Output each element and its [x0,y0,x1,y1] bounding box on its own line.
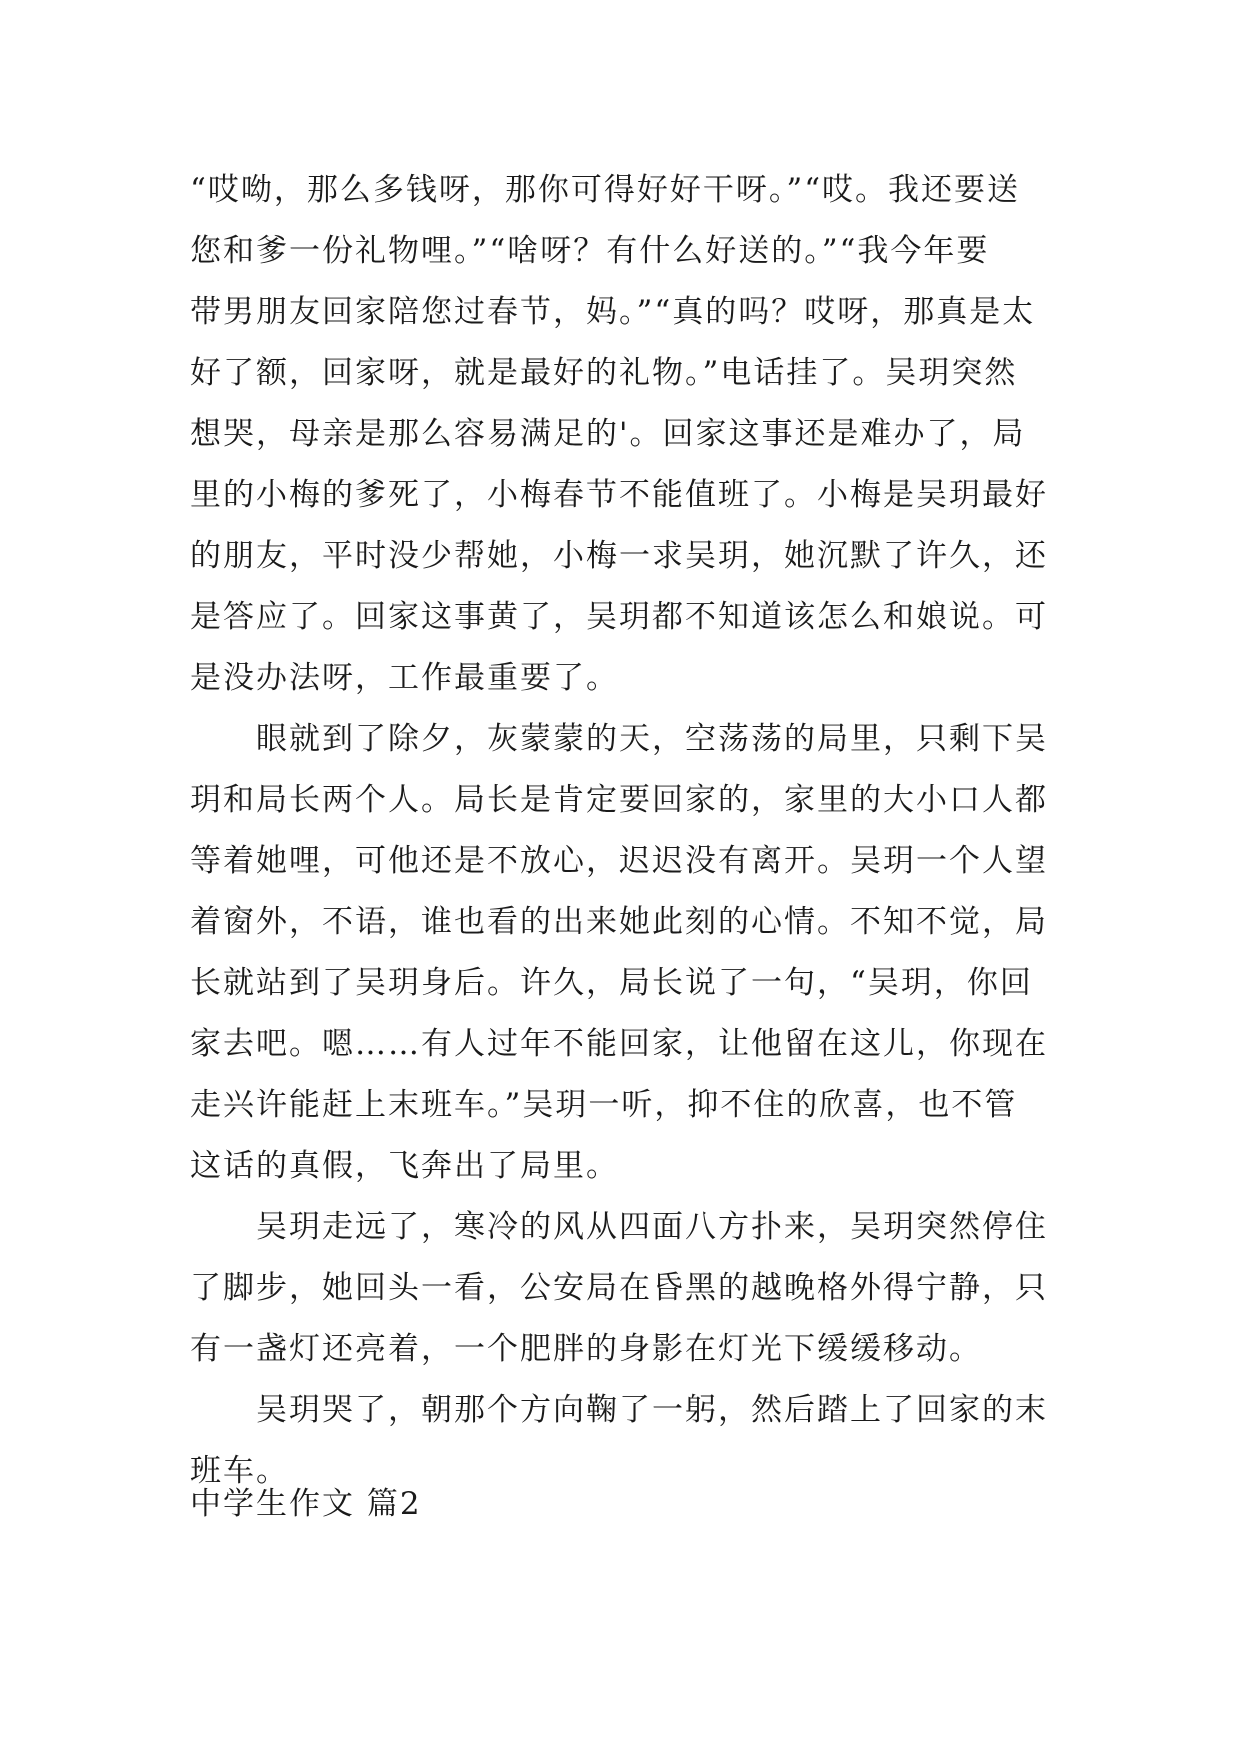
text-line: 的朋友，平时没少帮她，小梅一求吴玥，她沉默了许久，还 [190,538,1048,574]
section-heading: 中学生作文 篇2 [190,1486,422,1522]
text-line-paragraph-start: 眼就到了除夕，灰蒙蒙的天，空荡荡的局里，只剩下吴 [256,721,1048,757]
text-line: 这话的真假，飞奔出了局里。 [190,1148,619,1184]
text-line: 是没办法呀，工作最重要了。 [190,660,619,696]
text-line-paragraph-start: 吴玥走远了，寒冷的风从四面八方扑来，吴玥突然停住 [256,1209,1048,1245]
text-line: 带男朋友回家陪您过春节，妈。”“真的吗？哎呀，那真是太 [190,294,1036,330]
text-line: 您和爹一份礼物哩。”“啥呀？有什么好送的。”“我今年要 [190,233,990,269]
text-line: 走兴许能赶上末班车。”吴玥一听，抑不住的欣喜，也不管 [190,1087,1018,1123]
article-body [190,160,1050,1502]
text-line-paragraph-start: 吴玥哭了，朝那个方向鞠了一躬，然后踏上了回家的末 [256,1392,1048,1428]
text-line: 想哭，母亲是那么容易满足的'。回家这事还是难办了，局 [190,416,1026,452]
text-line: 是答应了。回家这事黄了，吴玥都不知道该怎么和娘说。可 [190,599,1048,635]
text-line: 有一盏灯还亮着，一个肥胖的身影在灯光下缓缓移动。 [190,1331,982,1367]
text-line: 好了额，回家呀，就是最好的礼物。”电话挂了。吴玥突然 [190,355,1018,391]
text-line: 班车。 [190,1453,289,1489]
text-line: 玥和局长两个人。局长是肯定要回家的，家里的大小口人都 [190,782,1048,818]
text-line: 等着她哩，可他还是不放心，迟迟没有离开。吴玥一个人望 [190,843,1048,879]
text-line: 了脚步，她回头一看，公安局在昏黑的越晚格外得宁静，只 [190,1270,1048,1306]
text-line: 里的小梅的爹死了，小梅春节不能值班了。小梅是吴玥最好 [190,477,1048,513]
text-line: 着窗外，不语，谁也看的出来她此刻的心情。不知不觉，局 [190,904,1048,940]
text-line: 家去吧。嗯……有人过年不能回家，让他留在这儿，你现在 [190,1026,1048,1062]
text-line: “哎呦，那么多钱呀，那你可得好好干呀。”“哎。我还要送 [190,172,1021,208]
text-line: 长就站到了吴玥身后。许久，局长说了一句，“吴玥，你回 [190,965,1033,1001]
